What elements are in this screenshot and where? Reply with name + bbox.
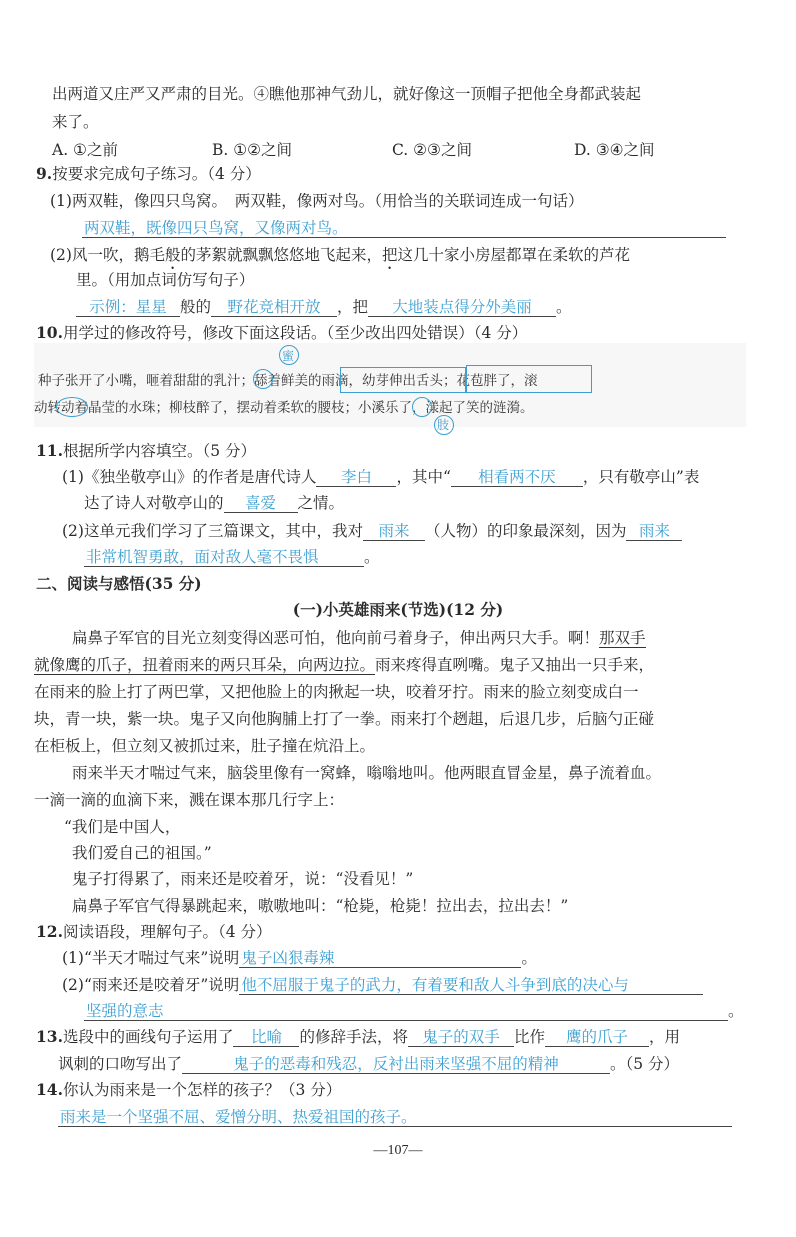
q9-part2-line1 [50,245,630,273]
q11-part2-text-a: (2)这单元我们学习了三篇课文，其中，我对 [62,522,363,540]
q11-stem [36,441,256,461]
q11-part2-answer3: 非常机智勇敢，面对敌人毫不畏惧 [84,548,364,567]
q10-correction-top: 蜜 [282,349,295,363]
passage-p1-line2-rest: 雨来疼得直咧嘴。鬼子又抽出一只手来， [375,656,655,674]
passage-p2-line2: 一滴一滴的血滴下来，溅在课本那几行字上： [34,791,345,809]
q13-text-b: 的修辞手法，将 [299,1028,408,1046]
q13-line1 [36,1027,680,1047]
passage-p1-line2 [34,655,654,675]
q10-correction-circle-top [253,369,273,389]
section2-title: 二、阅读与感悟(35 分) [36,574,202,593]
q13-line2-end: 。（5 分） [610,1055,680,1073]
passage-p1-line3: 在雨来的脸上打了两巴掌，又把他脸上的肉揪起一块，咬着牙拧。雨来的脸立刻变成白一 [34,683,639,701]
q9-part2-answer2: 野花竞相开放 [211,298,337,317]
q12-part2-text: (2)“雨来还是咬着牙”说明 [62,976,240,994]
q8-option-d: D. ③④之间 [574,141,655,159]
q9-part2-text-a: (2)风一吹，鹅毛 [50,246,165,264]
q13-number: 13. [36,1027,63,1046]
q12-part2-end: 。 [728,1002,744,1020]
q10-text-line2: 动转动着晶莹的水珠；柳枝醉了，摆动着柔软的腰枝；小溪乐了，漾起了笑的涟漪。 [34,400,534,416]
q12-part1-answer: 鬼子凶狠毒辣 [239,949,521,968]
q8-option-b: B. ①②之间 [212,141,293,159]
q10-stem-text: 用学过的修改符号，修改下面这段话。（至少改出四处错误）（4 分） [62,324,528,342]
q8-option-c: C. ②③之间 [392,141,472,159]
q11-stem-text: 根据所学内容填空。（5 分） [62,442,257,460]
q9-part2-dot-word: 般 [164,246,181,264]
passage-p2-line1: 雨来半天才喘过气来，脑袋里像有一窝蜂，嗡嗡地叫。他两眼直冒金星，鼻子流着血。 [72,764,662,782]
q9-part2-answer3: 大地装点得分外美丽 [368,298,556,317]
q10-number: 10. [36,323,63,342]
q11-part1-answer1: 李白 [316,468,396,487]
passage-p6: 扁鼻子军官气得暴跳起来，嗷嗷地叫：“枪毙，枪毙！拉出去，拉出去！” [72,897,569,915]
q9-part2-line2: 里。（用加点词仿写句子） [76,271,255,289]
q13-answer3: 鹰的爪子 [545,1028,649,1047]
page-number: —107— [373,1143,423,1158]
q14-stem-text: 你认为雨来是一个怎样的孩子？（3 分） [62,1081,342,1099]
q11-part2-line2 [84,547,380,567]
q13-text-c: 比作 [514,1028,546,1046]
q11-part2-line1 [62,521,682,541]
q11-part2-answer2: 雨来 [626,522,682,541]
q13-line2-text: 讽刺的口吻写出了 [58,1055,183,1073]
q9-part2-text-c: 这几十家小房屋都罩在柔软的芦花 [397,246,631,264]
q9-part2-end: 。 [556,298,572,316]
q11-part1-text-b: ，其中“ [396,468,451,486]
q9-number: 9. [36,164,53,183]
q9-stem [36,164,261,184]
q10-deletion-circle [56,397,88,417]
q13-line2 [58,1054,679,1074]
q14-answer: 雨来是一个坚强不屈、爱憎分明、热爱祖国的孩子。 [58,1108,732,1127]
q11-part1-text-a: (1)《独坐敬亭山》的作者是唐代诗人 [62,468,317,486]
q11-part1-answer2: 相看两不厌 [451,468,583,487]
passage-p1-line1 [72,628,646,648]
q8-stem-line2: 来了。 [52,113,99,131]
passage-p1-line4: 块，青一块，紫一块。鬼子又向他胸脯上打了一拳。雨来打个趔趄，后退几步，后脑勺正碰 [34,710,655,728]
q10-correction-bottom: 肢 [437,418,450,432]
q11-part1-line2 [84,493,344,513]
q9-part1-answer: 两双鞋，既像四只鸟窝，又像两对鸟。 [82,219,726,238]
passage-underlined-sentence-a: 那双手 [599,629,646,647]
q11-part1-line2-b: 之情。 [297,494,345,512]
q10-swap-mark-b [466,365,592,393]
q13-answer4: 鬼子的恶毒和残忍，反衬出雨来坚强不屈的精神 [182,1055,610,1074]
q12-part1-text: (1)“半天才喘过气来”说明 [62,949,240,967]
passage-p1-line5: 在柜板上，但立刻又被抓过来，肚子撞在炕沿上。 [34,737,376,755]
q11-part1-answer3: 喜爱 [224,494,298,513]
q9-part2-answer-row [76,297,572,317]
q13-answer1: 比喻 [233,1028,299,1047]
q14-answer-row [58,1107,732,1127]
q11-part1-text-c: ，只有敬亭山”表 [582,468,700,486]
q9-part2-answer1: 示例：星星 [76,298,180,317]
q9-part2-text-b: 的茅絮就飘飘悠悠地飞起来， [180,246,382,264]
passage-p4: 我们爱自己的祖国。” [72,844,212,862]
q13-answer2: 鬼子的双手 [408,1028,514,1047]
passage-p1-text: 扁鼻子军官的目光立刻变得凶恶可怕，他向前弓着身子，伸出两只大手。啊！ [72,629,600,647]
q11-number: 11. [36,441,63,460]
q9-stem-text: 按要求完成句子练习。（4 分） [52,165,261,183]
q11-part1-line1 [62,467,699,487]
q9-part2-mid2: ，把 [337,298,369,316]
q10-stem [36,323,527,343]
q14-number: 14. [36,1080,63,1099]
q8-stem-line1: 出两道又庄严又严肃的目光。④瞧他那神气劲儿，就好像这一顶帽子把他全身都武装起 [52,85,642,103]
q14-stem [36,1080,341,1100]
q12-part2-line1 [62,975,703,995]
q9-part2-mid1: 般的 [180,298,212,316]
passage-p5: 鬼子打得累了，雨来还是咬着牙，说：“没看见！” [72,870,414,888]
q11-part2-answer1: 雨来 [363,522,425,541]
q9-part1-answer-row [82,218,726,238]
q12-stem-text: 阅读语段，理解句子。（4 分） [62,923,272,941]
q11-part2-end: 。 [364,548,380,566]
q9-part2-dot-word2: 把 [382,246,398,264]
q10-edit-passage [34,343,746,432]
q13-text-a: 选段中的画线句子运用了 [62,1028,234,1046]
q12-number: 12. [36,922,63,941]
q11-part2-text-b: （人物）的印象最深刻，因为 [424,522,627,540]
q12-part2-line2 [84,1001,744,1021]
q11-part1-line2-a: 达了诗人对敬亭山的 [84,494,224,512]
passage-underlined-sentence-b: 就像鹰的爪子，扭着雨来的两只耳朵，向两边拉。 [34,656,376,674]
q10-swap-mark-a [340,367,466,393]
q9-part1: (1)两双鞋，像四只鸟窝。 两双鞋，像两对鸟。（用恰当的关联词连成一句话） [50,192,584,210]
passage-p3: “我们是中国人， [64,818,181,836]
q12-part2-answer-line2: 坚强的意志 [84,1002,728,1021]
q12-part1 [62,948,537,968]
q12-part1-end: 。 [521,949,537,967]
q12-part2-answer-line1: 他不屈服于鬼子的武力，有着要和敌人斗争到底的决心与 [239,976,703,995]
q8-option-a: A. ①之前 [52,141,118,159]
q10-correction-circle-bottom [412,397,432,417]
q10-text-line1: 种子张开了小嘴，咂着甜甜的乳汁；舔着鲜美的雨滴，幼芽伸出舌头；花苞胖了，滚 [38,373,538,389]
passage-title: (一)小英雄雨来(节选)(12 分) [292,600,504,619]
q13-text-d: ，用 [649,1028,681,1046]
q12-stem [36,922,272,942]
